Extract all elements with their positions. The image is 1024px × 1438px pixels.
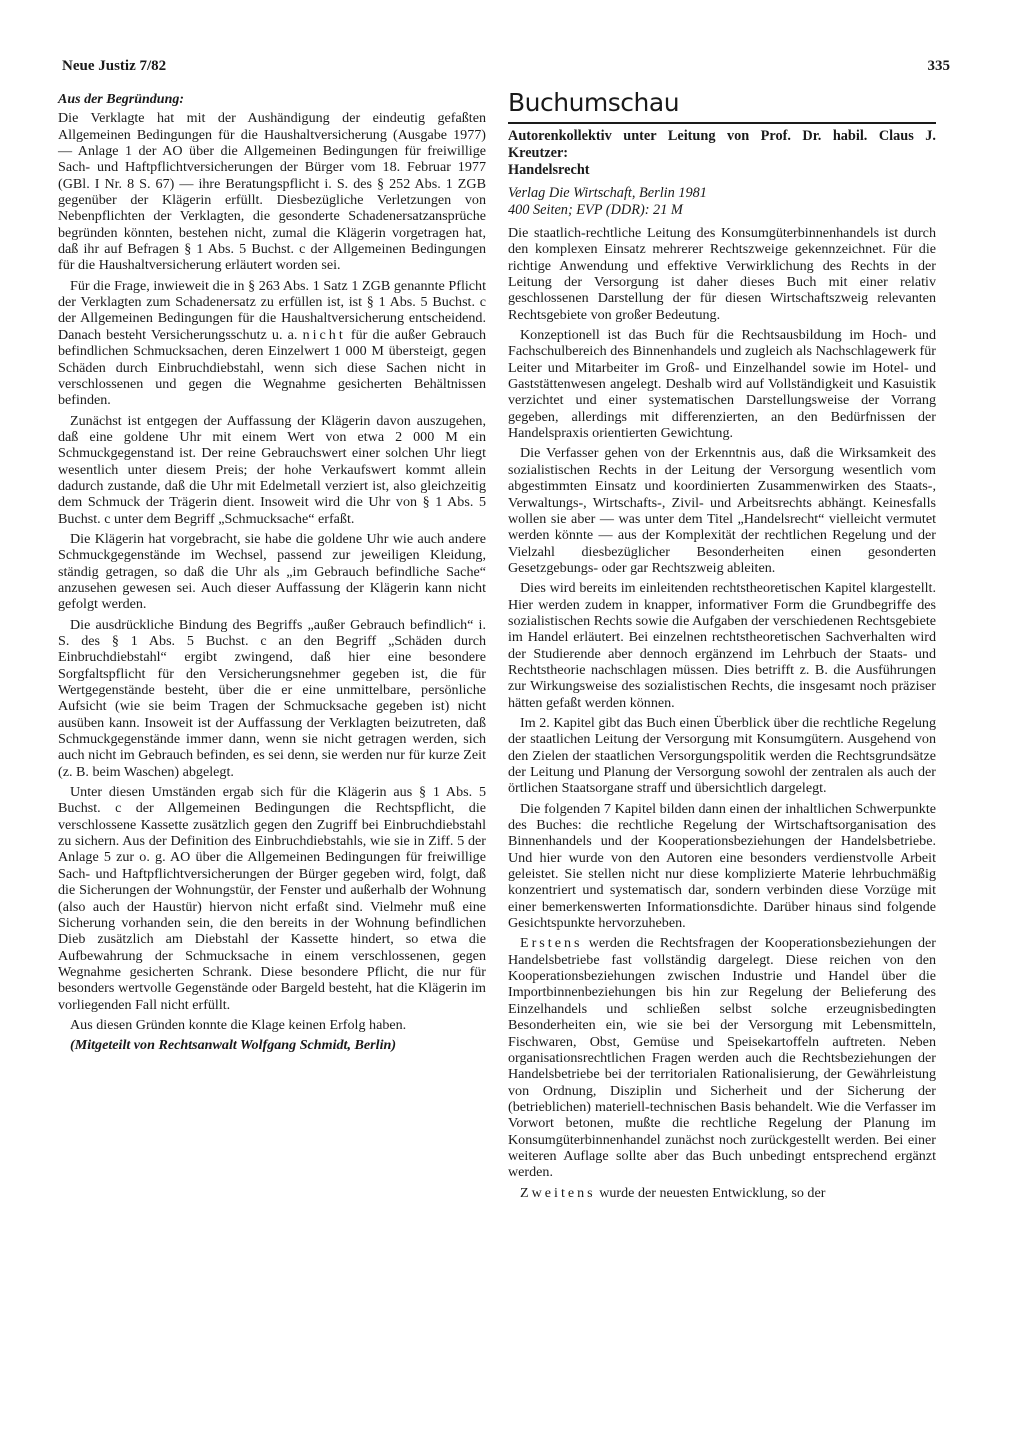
paragraph: Die Klägerin hat vorgebracht, sie habe die goldene Uhr wie auch andere Schmuckgegenstände im Wechsel, passend zur jeweiligen Kleidung, ständig getragen, so daß die Uhr als „im Gebrauch befindliche Sache“ anzusehen gewesen sei. Auch dieser Auffassung der Klägerin kann nicht gefolgt werden. <box>58 530 486 613</box>
attribution: (Mitgeteilt von Rechtsanwalt Wolfgang Schmidt, Berlin) <box>70 1037 397 1054</box>
page-number: 335 <box>927 58 950 74</box>
page-header <box>62 58 950 80</box>
paragraph-text: für die außer Gebrauch befindlichen Schmucksachen, deren Einzelwert 1 000 M übersteigt, gegen Schäden durch Einbruchdiebstahl, wenn sich diese Sachen nicht in verschlossenen und gegen die Wegnahme gesicherten Behältnissen befinden. <box>58 326 487 409</box>
journal-name: Neue Justiz 7/82 <box>62 58 167 74</box>
paragraph: Konzeptionell ist das Buch für die Rechtsausbildung im Hoch- und Fachschulbereich des Binnenhandels und zugleich als Nachschlagewerk für Leiter und Mitarbeiter im Groß- und Einzelhandel sowie im Hotel- und Gaststättenwesen angelegt. Deshalb wird auf Vollständigkeit und Kasuistik verzichtet und einer systematischen Darstellungsweise der Vorrang gegeben, allerdings mit differenzierten, an den Bedürfnissen der Handelspraxis orientierten Gewichtung. <box>508 327 936 442</box>
paragraph-text: werden die Rechtsfragen der Kooperationsbeziehungen der Handelsbetriebe fast vollständig dargelegt. Diese reichen von den Kooperationsbeziehungen zwischen Industrie und Handel über die Importbinnenbeziehungen bis hin zur Regelung der Belieferung des Einzelhandels und schließen selbst solche erzeugnisbedingten Besonderheiten ein, wie sie bei der Versorgung mit Lebensmitteln, Fischwaren, Obst, Gemüse und Speisekartoffeln auftreten. Neben organisationsrechtlichen Fragen werden auch die Rechtsbeziehungen der Handelsbetriebe bei der territorialen Rationalisierung, der Gewährleistung von Ordnung, Disziplin und Sicherheit und der Sicherung der (betrieblichen) materiell-technischen Basis behandelt. Wie die Verfasser im Vorwort betonen, mußte die rechtliche Regelung der Planung im Konsumgüterbinnenhandel zunächst noch zurückgestellt werden. Bei einer weiteren Auflage sollte aber das Buch unbedingt entsprechend ergänzt werden. <box>508 935 936 1181</box>
reasoning-subheading: Aus der Begründung: <box>58 92 185 107</box>
paragraph: Die Verfasser gehen von der Erkenntnis aus, daß die Wirksamkeit des sozialistischen Rechts in der Leitung der Versorgung wesentlich vom abgestimmten Einsatz und koordinierten Zusammenwirken des Staats-, Verwaltungs-, Wirtschafts-, Zivil- und Arbeitsrechts abhängt. Keinesfalls wollen sie aber — was unter dem Titel „Handelsrecht“ vielleicht vermutet werden könnte — aus der Komplexität der rechtlichen Regelung und der Vielzahl diesbezüglicher Besonderheiten einen gesonderten Gesetzgebungs- oder gar Rechtszweig ableiten. <box>508 445 936 576</box>
section-title: Buchumschau <box>508 88 936 124</box>
paragraph: Die staatlich-rechtliche Leitung des Konsumgüterbinnenhandels ist durch den komplexen Einsatz mehrerer Rechtszweige gekennzeichnet. Für die richtige Anwendung und effektive Verwirklichung des Rechts in der Leitung der Versorgung ist daher dieses Buch mit einer relativ geschlossenen Darstellung der für diesen Wirtschaftszweig relevanten Rechtsgebiete von großer Bedeutung. <box>508 225 936 323</box>
paragraph-text: wurde der neuesten Entwicklung, so der <box>599 1184 826 1201</box>
pages-price: 400 Seiten; EVP (DDR): 21 M <box>508 202 683 218</box>
publisher: Verlag Die Wirtschaft, Berlin 1981 <box>508 185 707 201</box>
right-column <box>508 88 936 1205</box>
paragraph <box>58 278 486 409</box>
paragraph: Im 2. Kapitel gibt das Buch einen Überblick über die rechtliche Regelung der staatlichen Leitung der Versorgung mit Konsumgütern. Ausgehend von den Zielen der staatlichen Versorgungspolitik werden die Rechtsgrundsätze der Leitung und Planung der Versorgung sowohl der zentralen als auch der örtlichen Staatsorgane straff und übersichtlich dargelegt. <box>508 714 936 797</box>
book-title: Handelsrecht <box>508 162 590 178</box>
emphasis-zweitens: Zweitens <box>520 1184 596 1201</box>
paragraph <box>508 935 936 1180</box>
paragraph: Dies wird bereits im einleitenden rechtstheoretischen Kapitel klargestellt. Hier werden zudem in knapper, informativer Form die Grundbegriffe des sozialistischen Rechts sowie die Aufgaben der verschiedenen Rechtsgebiete im Handel erläutert. Bei einzelnen rechtstheoretischen Sachverhalten wird der Studierende aber dennoch ergänzend im Lehrbuch der Staats- und Rechtstheorie nachschlagen müssen. Dies betrifft z. B. die Ausführungen zur Wirkungsweise des sozialistischen Rechts, die insgesamt noch präziser hätten gefaßt werden können. <box>508 580 936 711</box>
authors-line: Autorenkollektiv unter Leitung von Prof. Dr. habil. Claus J. Kreutzer: <box>508 128 936 161</box>
paragraph: Zunächst ist entgegen der Auffassung der Klägerin davon auszugehen, daß eine goldene Uhr mit einem Wert von etwa 2 000 M ein Schmuckgegenstand ist. Der reine Gebrauchswert einer solchen Uhr liegt wesentlich unter diesem Preis; der hohe Verkaufswert kommt allein dadurch zustande, daß die Uhr mit Edelmetall verziert ist, also gleichzeitig dem Schmuck der Trägerin dient. Insoweit wird die Uhr von § 1 Abs. 5 Buchst. c unter dem Begriff „Schmucksache“ erfaßt. <box>58 412 486 527</box>
emphasis-nicht: nicht <box>302 326 346 343</box>
paragraph: Die Verklagte hat mit der Aushändigung der eindeutig gefaßten Allgemeinen Bedingungen für die Haushaltversicherung (Ausgabe 1977) — Anlage 1 der AO über die Allgemeinen Bedingungen für freiwillige Sach- und Haftpflichtversicherungen der Bürger vom 18. Februar 1977 (GBl. I Nr. 8 S. 67) — ihre Beratungspflicht i. S. des § 252 Abs. 1 ZGB gegenüber der Klägerin erfüllt. Diesbezügliche Verletzungen von Nebenpflichten der Verklagten, die gesonderte Schadenersatzansprüche begründen könnten, bestehen nicht, zumal die Klägerin vorgetragen hat, daß ihr auf Befragen § 1 Abs. 5 Buchst. c der Allgemeinen Bedingungen für die Haushaltversicherung erläutert worden sei. <box>58 110 486 274</box>
left-column <box>58 92 486 1058</box>
emphasis-erstens: Erstens <box>520 935 583 952</box>
paragraph: Die folgenden 7 Kapitel bilden dann einen der inhaltlichen Schwerpunkte des Buches: die rechtliche Regelung der Wirtschaftsorganisation des Binnenhandels und der Kooperationsbeziehungen der Handelsbetriebe. Und hier wurde von den Autoren eine besonders verdienstvolle Arbeit geleistet. Sie stellen nicht nur diese komplizierte Materie lehrbuchmäßig konzentriert und systematisch dar, sondern verbinden diese Vorzüge mit einer bemerkenswerten Informationsdichte. Darüber hinaus sind folgende Gesichtspunkte hervorzuheben. <box>508 800 936 932</box>
book-authors <box>508 128 936 179</box>
paragraph <box>508 1185 936 1201</box>
paragraph: Aus diesen Gründen konnte die Klage keinen Erfolg haben. <box>70 1016 407 1033</box>
book-meta <box>508 185 936 219</box>
paragraph: Unter diesen Umständen ergab sich für die Klägerin aus § 1 Abs. 5 Buchst. c der Allgemeinen Bedingungen die Rechtspflicht, die verschlossene Kassette zusätzlich gegen den Zugriff bei Einbruchdiebstahl zu sichern. Aus der Definition des Einbruchdiebstahls, wie sie in Ziff. 5 der Anlage 5 zur o. g. AO über die Allgemeinen Bedingungen für freiwillige Sach- und Haftpflichtversicherungen der Bürger gegeben wird, folgt, daß die Sicherungen der Wohnungstür, der Fenster und außerhalb der Wohnung (also auch der Haustür) hiervon nicht erfaßt sind. Vielmehr muß eine Sicherung vorhanden sein, die den bereits in der Wohnung befindlichen Dieb zusätzlich am Diebstahl der Kassette hindert, so etwa die Aufbewahrung der Schmucksache in einem verschlossenen, gegen Wegnahme gesicherten Schrank. Diese besondere Pflicht, die nur für besonders wertvolle Gegenstände oder Bargeld besteht, hat die Klägerin im vorliegenden Fall nicht erfüllt. <box>58 784 486 1013</box>
paragraph-text: Für die Frage, inwieweit die in § 263 Abs. 1 Satz 1 ZGB genannte Pflicht der Verklagten zum Schadenersatz zu erfüllen ist, ist § 1 Abs. 5 Buchst. c der Allgemeinen Bedingungen für die Haushaltversicherung entscheidend. Danach besteht Versicherungsschutz u. a. <box>58 277 486 343</box>
paragraph: Die ausdrückliche Bindung des Begriffs „außer Gebrauch befindlich“ i. S. des § 1 Abs. 5 Buchst. c an den Begriff „Schäden durch Einbruchdiebstahl“ ergibt zwingend, daß hier eine besondere Sorgfaltspflicht für den Versicherungsnehmer gegeben ist, die für Wertgegenstände besteht, über die er eine unmittelbare, persönliche Aufsicht (wie sie beim Tragen der Schmucksache gegeben ist) nicht ausüben kann. Insoweit ist der Auffassung der Verklagten beizutreten, daß Schmuckgegenstände immer dann, wenn sie nicht getragen werden, sich auch nicht im Gebrauch befinden, es sei denn, sie werden nur für kurze Zeit (z. B. beim Waschen) abgelegt. <box>58 616 486 780</box>
